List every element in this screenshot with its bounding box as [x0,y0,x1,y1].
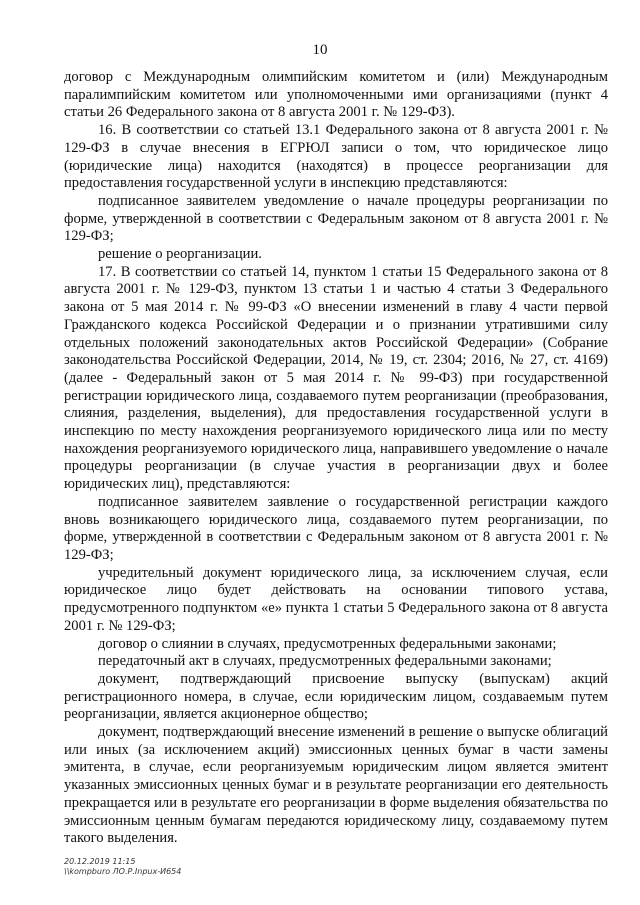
paragraph: решение о реорганизации. [98,246,262,263]
paragraph: подписанное заявителем уведомление о начале процедуры реорганизации по форме, утвержденной в соответствии с Федеральным законом от 8 августа 2001 г. № 129-ФЗ; [64,192,608,245]
document-footer [64,857,181,877]
paragraph: документ, подтверждающий присвоение выпуску (выпускам) акций регистрационного номера, в случае, если юридическим лицом, создаваемым путем реорганизации, является акционерное общество; [64,670,608,723]
page-number: 10 [312,42,328,58]
paragraph-item-17: 17. В соответствии со статьей 14, пунктом 1 статьи 15 Федерального закона от 8 августа 2001 г. № 129-ФЗ, пунктом 13 статьи 1 и частью 4 статьи 3 Федерального закона от 5 мая 2014 г. № 99-ФЗ «О внесении изменений в главу 4 части первой Гражданского кодекса Российской Федерации и о признании утратившими силу отдельных положений законодательных актов Российской Федерации» (Собрание законодательства Российской Федерации, 2014, № 19, ст. 2304; 2016, № 27, ст. 4169) (далее - Федеральный закон от 5 мая 2014 г. № 99-ФЗ) при государственной регистрации юридического лица, создаваемого путем реорганизации (преобразования, слияния, разделения, выделения), для предоставления государственной услуги в инспекцию по месту нахождения реорганизуемого юридического лица или по месту нахождения реорганизуемого юридического лица, направившего уведомление о начале процедуры реорганизации (в случае участия в реорганизации двух и более юридических лиц), представляются: [64,263,608,493]
footer-timestamp: 20.12.2019 11:15 [64,857,136,866]
paragraph-item-16: 16. В соответствии со статьей 13.1 Федерального закона от 8 августа 2001 г. № 129-ФЗ в случае внесения в ЕГРЮЛ записи о том, что юридическое лицо (юридические лица) находится (находятся) в процессе реорганизации для предоставления государственной услуги в инспекцию представляются: [64,122,608,192]
paragraph: документ, подтверждающий внесение изменений в решение о выпуске облигаций или иных (за исключением акций) эмиссионных ценных бумаг в части замены эмитента, в случае, если реорганизуемым юридическим лицом является эмитент указанных эмиссионных ценных бумаг и в результате реорганизации его деятельность прекращается или в результате его реорганизации в форме выделения обязательства по эмиссионным ценным бумагам передаются юридическому лицу, создаваемому путем такого выделения. [64,724,608,847]
paragraph: передаточный акт в случаях, предусмотренных федеральными законами; [98,653,552,670]
paragraph: договор о слиянии в случаях, предусмотренных федеральными законами; [98,635,557,652]
footer-file-path: \\kompburo ЛО.Р.Inpux-И654 [64,867,182,876]
document-body [64,69,608,848]
paragraph-continuation: договор с Международным олимпийским комитетом и (или) Международным паралимпийским комитетом или уполномоченными ими организациями (пункт 4 статьи 26 Федерального закона от 8 августа 2001 г. № 129-ФЗ). [64,69,608,121]
paragraph: учредительный документ юридического лица, за исключением случая, если юридическое лицо будет действовать на основании типового устава, предусмотренного подпунктом «е» пункта 1 статьи 5 Федерального закона от 8 августа 2001 г. № 129-ФЗ; [64,564,608,634]
paragraph: подписанное заявителем заявление о государственной регистрации каждого вновь возникающего юридического лица, создаваемого путем реорганизации, по форме, утвержденной в соответствии с Федеральным законом от 8 августа 2001 г. № 129-ФЗ; [64,493,608,563]
